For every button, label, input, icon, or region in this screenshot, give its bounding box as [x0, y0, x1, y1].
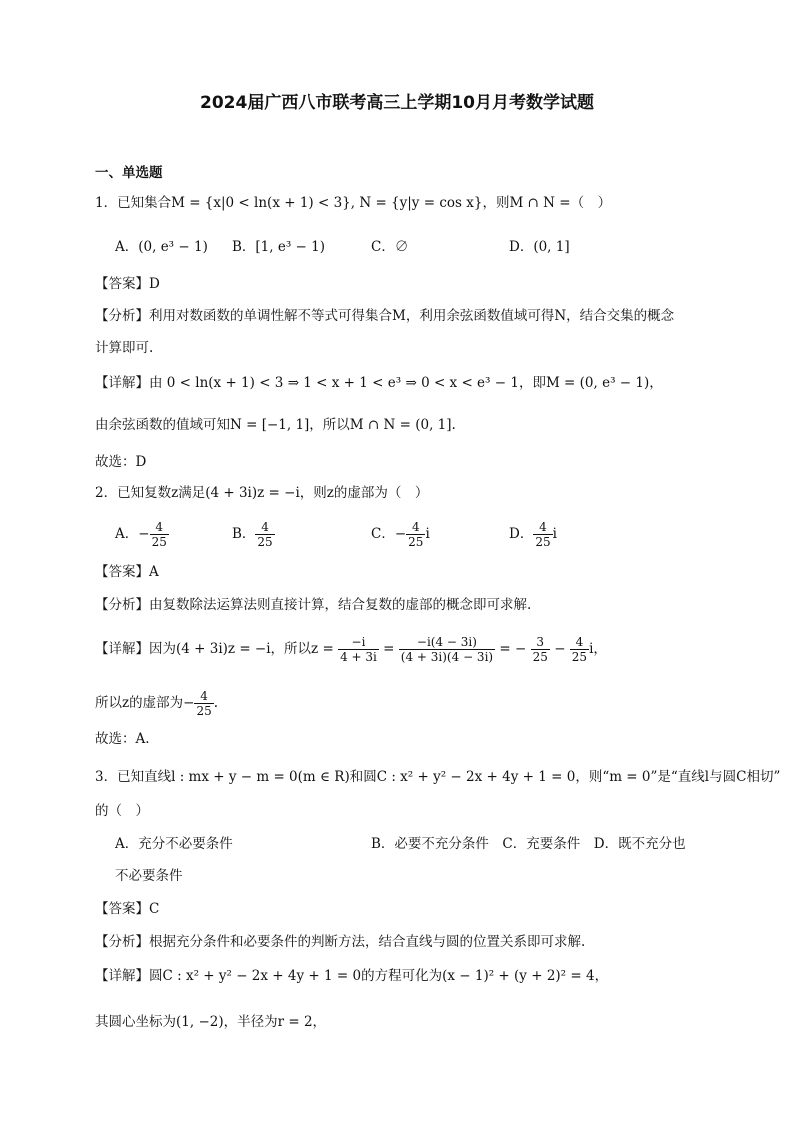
detail-prefix: 因为(4 + 3i)z = −i，所以z =	[149, 641, 334, 657]
fraction-numerator: 4	[570, 635, 589, 650]
q1-analysis	[95, 306, 674, 326]
detail-tail: .	[213, 695, 219, 711]
q2-option-b	[232, 520, 275, 549]
fraction-numerator: 3	[531, 635, 550, 650]
fraction	[406, 520, 425, 549]
q3-option-a: A．充分不必要条件	[115, 836, 233, 852]
option-prefix: A．−	[115, 526, 150, 542]
q1-detail-cont: 由余弦函数的值域可知N = [−1, 1]，所以M ∩ N = (0, 1].	[95, 417, 456, 433]
q2-detail	[95, 634, 607, 664]
detail-text: 圆C : x² + y² − 2x + 4y + 1 = 0的方程可化为(x − 1)² + (y + 2)² = 4，	[149, 968, 609, 984]
q1-analysis-cont: 计算即可.	[95, 340, 154, 356]
minus-sign: −	[554, 641, 566, 657]
analysis-text: 根据充分条件和必要条件的判断方法，结合直线与圆的位置关系即可求解.	[149, 934, 586, 950]
fraction-denominator: 25	[196, 704, 212, 718]
imaginary-unit: i	[425, 526, 430, 542]
q3-stem: 3．已知直线l : mx + y − m = 0(m ∈ R)和圆C : x² + y² − 2x + 4y + 1 = 0，则“m = 0”是“直线l与圆C相切”	[95, 769, 781, 785]
fraction	[533, 520, 552, 549]
q1-option-c: C．∅	[371, 239, 409, 255]
q3-detail	[95, 966, 608, 986]
fraction-numerator: −i	[338, 635, 379, 650]
q2-analysis	[95, 595, 531, 615]
fraction	[194, 689, 213, 718]
equals-sign: =	[383, 641, 395, 657]
equals-sign: = −	[499, 641, 527, 657]
analysis-text: 利用对数函数的单调性解不等式可得集合M，利用余弦函数值域可得N，结合交集的概念	[149, 308, 675, 324]
detail-text: 由 0 < ln(x + 1) < 3 ⇒ 1 < x + 1 < e³ ⇒ 0 < x < e³ − 1，即M = (0, e³ − 1)，	[149, 375, 663, 391]
detail-label: 【详解】	[95, 641, 149, 657]
fraction	[570, 635, 589, 664]
fraction	[150, 520, 169, 549]
q2-stem: 2．已知复数z满足(4 + 3i)z = −i，则z的虚部为（ ）	[95, 485, 429, 501]
fraction-denominator: 25	[532, 650, 548, 664]
q3-options-bcd: B．必要不充分条件 C．充要条件 D．既不充分也	[371, 836, 686, 852]
detail-prefix: 所以z的虚部为−	[95, 695, 195, 711]
option-prefix: D．	[509, 526, 534, 542]
q1-option-b: B．[1, e³ − 1)	[232, 239, 326, 255]
q3-analysis	[95, 932, 585, 952]
analysis-label: 【分析】	[95, 308, 149, 324]
q1-option-d: D．(0, 1]	[509, 239, 570, 255]
q3-option-d-cont: 不必要条件	[115, 868, 183, 884]
answer-label: 【答案】	[95, 901, 149, 917]
detail-label: 【详解】	[95, 375, 149, 391]
q2-option-a	[115, 520, 169, 549]
imaginary-unit: i	[552, 526, 557, 542]
fraction-denominator: 25	[571, 650, 588, 664]
detail-label: 【详解】	[95, 968, 149, 984]
fraction-denominator: 25	[535, 535, 551, 549]
page-title: 2024届广西八市联考高三上学期10月月考数学试题	[200, 93, 594, 113]
analysis-label: 【分析】	[95, 934, 149, 950]
fraction	[531, 635, 550, 664]
option-prefix: C．−	[371, 526, 407, 542]
fraction	[399, 635, 495, 664]
answer-label: 【答案】	[95, 564, 149, 580]
q2-choice: 故选：A.	[95, 731, 150, 747]
q2-option-d	[509, 520, 557, 549]
fraction-denominator: 4 + 3i	[340, 650, 377, 664]
fraction-numerator: 4	[255, 520, 274, 535]
option-prefix: B．	[232, 526, 256, 542]
q3-detail-cont: 其圆心坐标为(1, −2)，半径为r = 2，	[95, 1014, 327, 1030]
q2-option-c	[371, 520, 430, 549]
analysis-text: 由复数除法运算法则直接计算，结合复数的虚部的概念即可求解.	[149, 597, 532, 613]
fraction-numerator: 4	[406, 520, 425, 535]
answer-value: C	[149, 901, 160, 917]
q3-answer	[95, 899, 159, 919]
q2-answer	[95, 562, 159, 582]
detail-tail: i，	[589, 641, 607, 657]
q1-detail	[95, 373, 663, 393]
fraction-numerator: 4	[150, 520, 169, 535]
answer-value: D	[149, 276, 160, 292]
fraction-denominator: (4 + 3i)(4 − 3i)	[400, 650, 494, 664]
fraction-denominator: 25	[257, 535, 273, 549]
q1-choice: 故选：D	[95, 454, 147, 470]
q3-stem-cont: 的（ ）	[95, 803, 149, 819]
answer-value: A	[149, 564, 159, 580]
fraction-denominator: 25	[151, 535, 167, 549]
fraction	[255, 520, 274, 549]
fraction-numerator: 4	[533, 520, 552, 535]
fraction-numerator: 4	[194, 689, 213, 704]
q1-answer	[95, 274, 160, 294]
answer-label: 【答案】	[95, 276, 149, 292]
q1-stem: 1．已知集合M = {x|0 < ln(x + 1) < 3}, N = {y|y = cos x}，则M ∩ N =（ ）	[95, 195, 612, 211]
fraction-numerator: −i(4 − 3i)	[399, 635, 495, 650]
fraction-denominator: 25	[408, 535, 424, 549]
q2-detail-cont	[95, 688, 218, 718]
analysis-label: 【分析】	[95, 597, 149, 613]
q1-option-a: A．(0, e³ − 1)	[115, 239, 208, 255]
fraction	[338, 635, 379, 664]
section-heading: 一、单选题	[95, 165, 163, 181]
